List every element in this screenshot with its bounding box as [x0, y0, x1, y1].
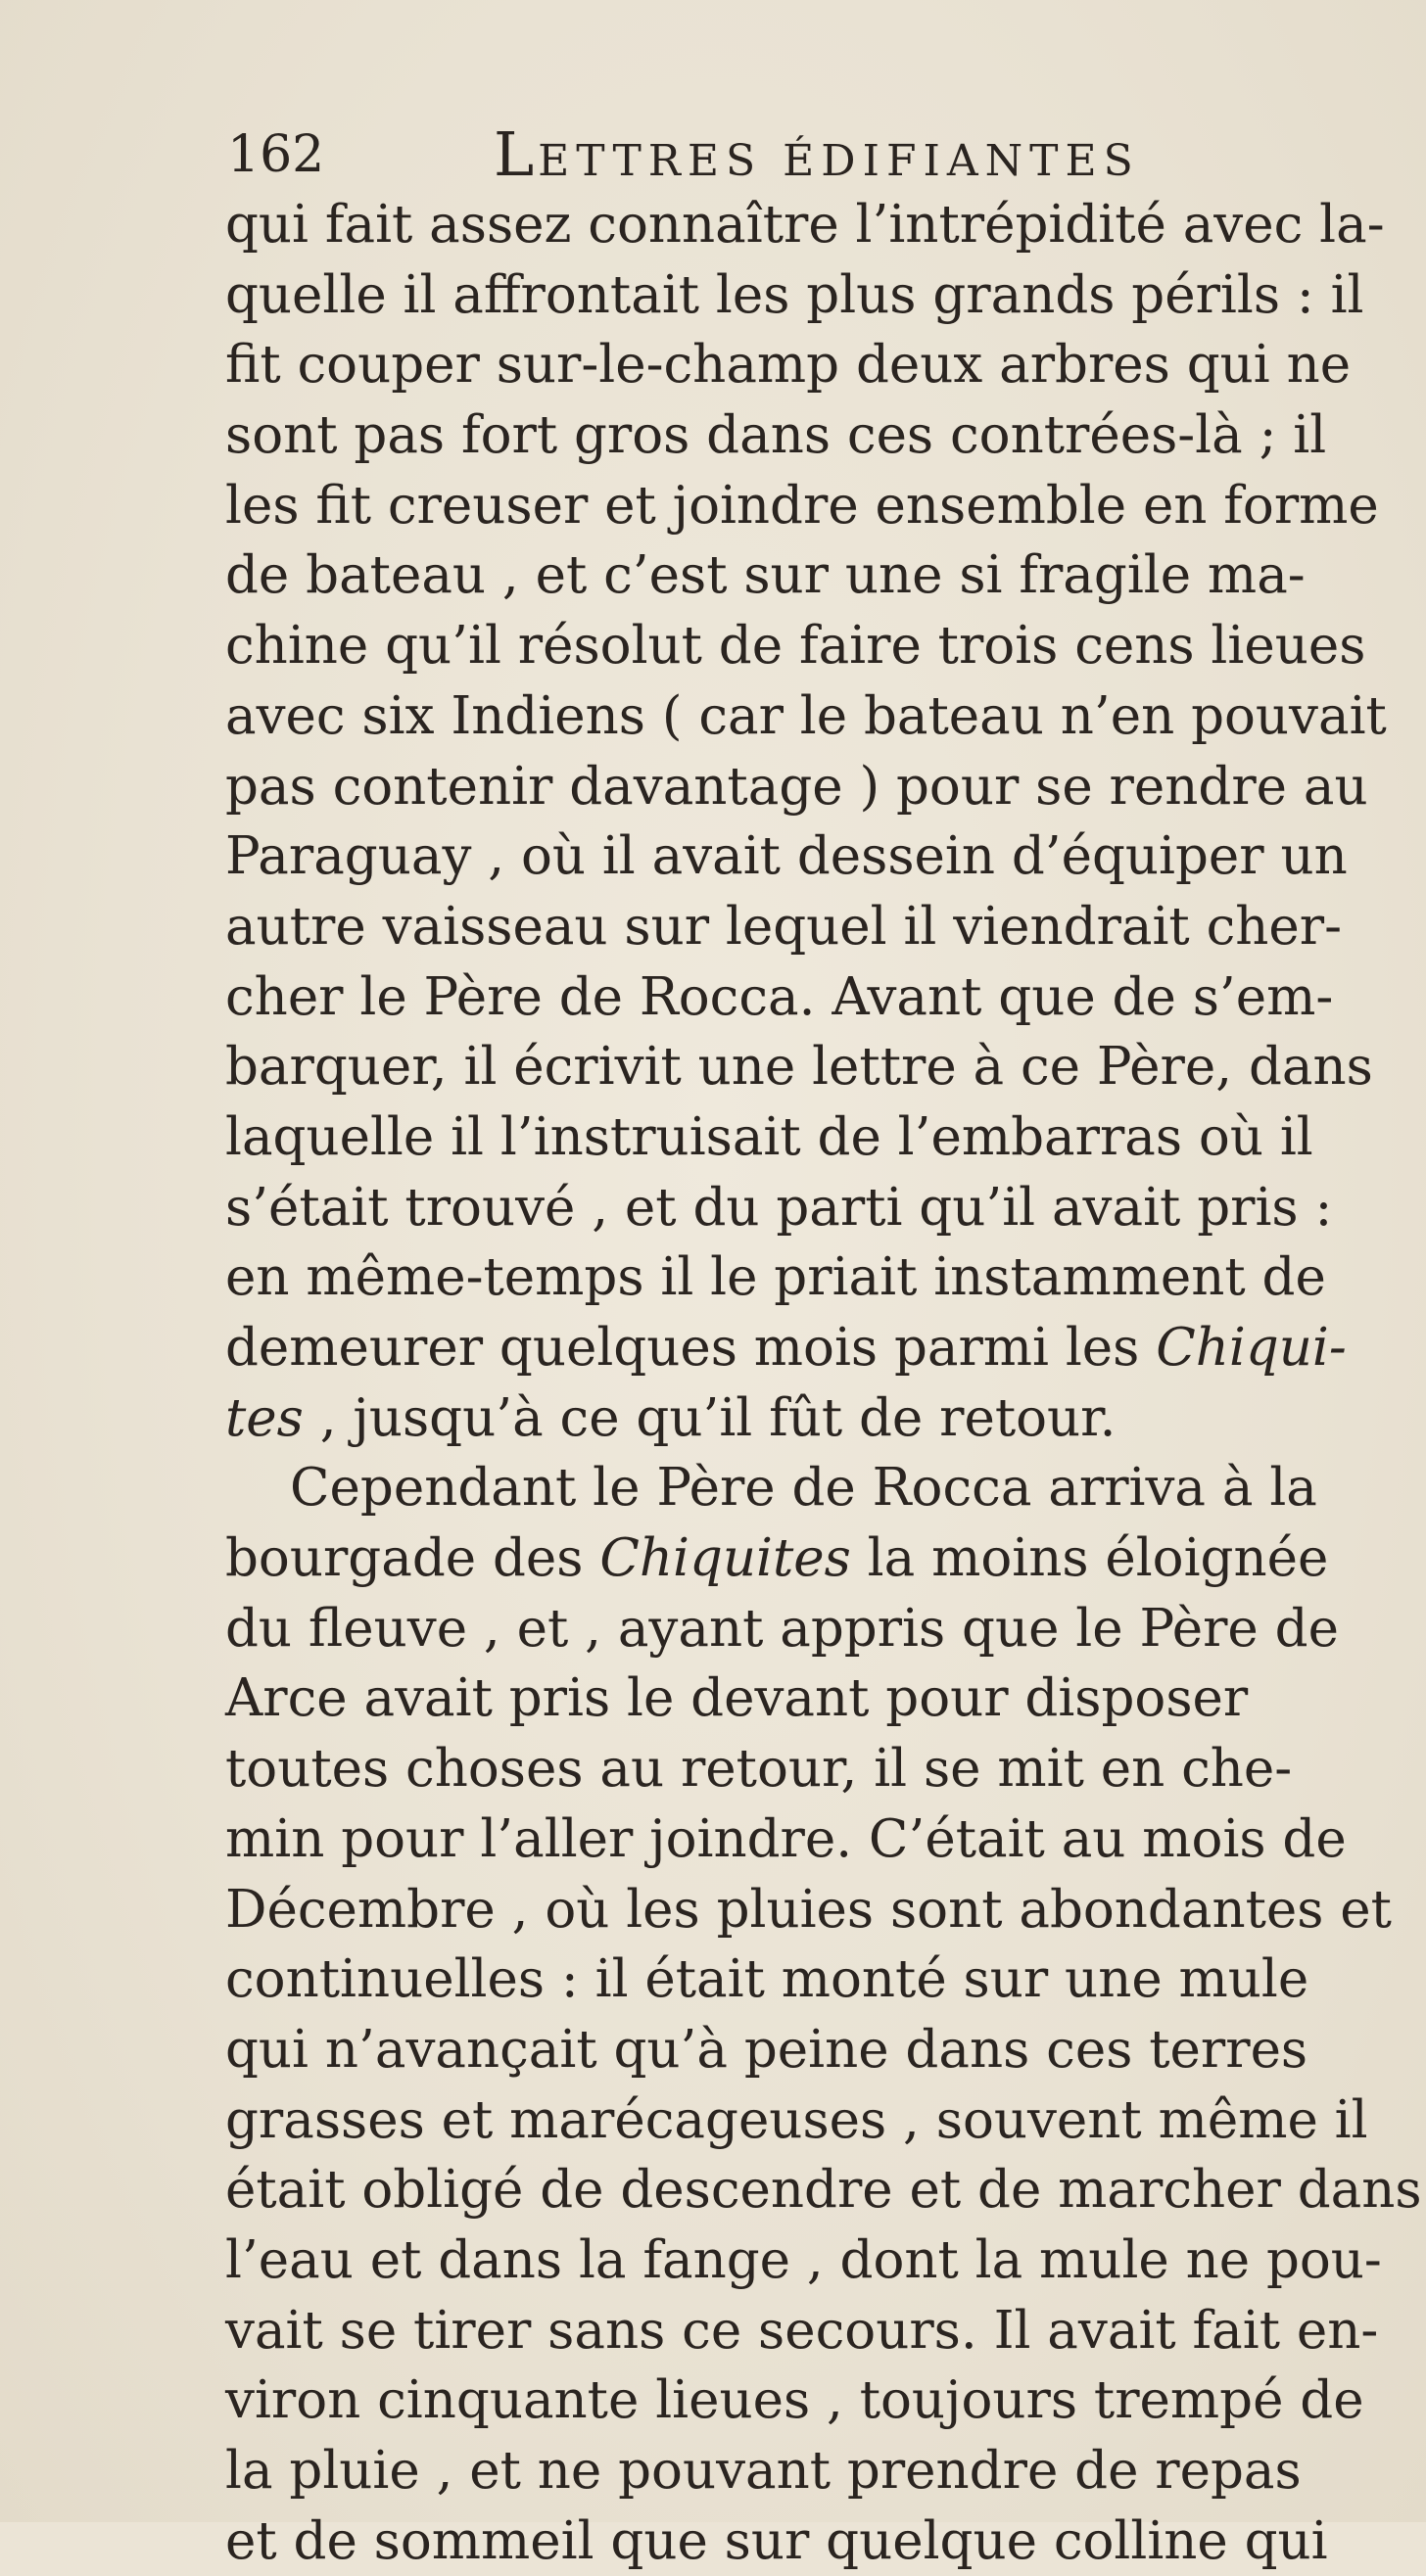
text-line: barquer, il écrivit une lettre à ce Père, dans	[225, 1037, 1373, 1098]
text-line: min pour l’aller joindre. C’était au mois de	[225, 1808, 1347, 1869]
text-line: continuelles : il était monté sur une mule	[225, 1949, 1309, 2010]
text-line: qui fait assez connaître l’intrépidité avec la-	[225, 195, 1385, 255]
text-line: vait se tirer sans ce secours. Il avait fait en-	[225, 2300, 1379, 2361]
text-line: autre vaisseau sur lequel il viendrait cher-	[225, 896, 1342, 957]
text-line: qui n’avançait qu’à peine dans ces terres	[225, 2019, 1308, 2080]
running-title-initial: L	[494, 118, 539, 190]
text-line	[225, 1523, 1329, 1594]
text-line: viron cinquante lieues , toujours trempé de	[225, 2370, 1364, 2431]
text-line: avec six Indiens ( car le bateau n’en pouvait	[225, 685, 1387, 746]
italic-term: Chiquites	[599, 1528, 851, 1589]
text-line: et de sommeil que sur quelque colline qui	[225, 2510, 1328, 2571]
text-line: de bateau , et c’est sur une si fragile ma-	[225, 545, 1306, 606]
text-line: les fit creuser et joindre ensemble en forme	[225, 475, 1379, 536]
text-line: Décembre , où les pluies sont abondantes et	[225, 1879, 1392, 1940]
text-line: en même-temps il le priait instamment de	[225, 1247, 1326, 1308]
page-number: 162	[227, 125, 325, 184]
text-line: laquelle il l’instruisait de l’embarras où il	[225, 1106, 1313, 1167]
text-line: cher le Père de Rocca. Avant que de s’em-	[225, 966, 1334, 1027]
text-line: pas contenir davantage ) pour se rendre au	[225, 756, 1368, 817]
text-line: du fleuve , et , ayant appris que le Père de	[225, 1598, 1339, 1659]
italic-term: tes	[225, 1387, 304, 1448]
body-text	[225, 190, 1422, 2576]
text-line: chine qu’il résolut de faire trois cens lieues	[225, 616, 1366, 677]
text-line: Arce avait pris le devant pour disposer	[225, 1668, 1249, 1729]
running-title-rest: ETTRES ÉDIFIANTES	[538, 136, 1140, 186]
text-line	[225, 1313, 1347, 1383]
text-line: sont pas fort gros dans ces contrées-là ; il	[225, 405, 1327, 466]
text-line: toutes choses au retour, il se mit en che-	[225, 1739, 1293, 1800]
text-line	[225, 1383, 1218, 1454]
text-segment: bourgade des	[225, 1528, 600, 1589]
text-line: l’eau et dans la fange , dont la mule ne pou-	[225, 2229, 1382, 2290]
text-segment: demeurer quelques mois parmi les	[225, 1318, 1157, 1378]
italic-term: Chiqui-	[1156, 1318, 1347, 1378]
text-line: Cependant le Père de Rocca arriva à la	[290, 1458, 1317, 1519]
text-line: Paraguay , où il avait dessein d’équiper un	[225, 826, 1348, 887]
text-line: s’était trouvé , et du parti qu’il avait pris :	[225, 1177, 1333, 1238]
text-line: grasses et marécageuses , souvent même il	[225, 2089, 1368, 2150]
text-line: fit couper sur-le-champ deux arbres qui ne	[225, 335, 1352, 396]
text-line: était obligé de descendre et de marcher dans	[225, 2160, 1422, 2221]
text-segment: la moins éloignée	[850, 1528, 1329, 1589]
text-segment: , jusqu’à ce qu’il fût de retour.	[303, 1387, 1117, 1448]
text-line: quelle il affrontait les plus grands périls : il	[225, 264, 1364, 325]
running-title	[494, 116, 1140, 201]
running-header	[227, 116, 1216, 194]
text-line: la pluie , et ne pouvant prendre de repas	[225, 2441, 1302, 2501]
